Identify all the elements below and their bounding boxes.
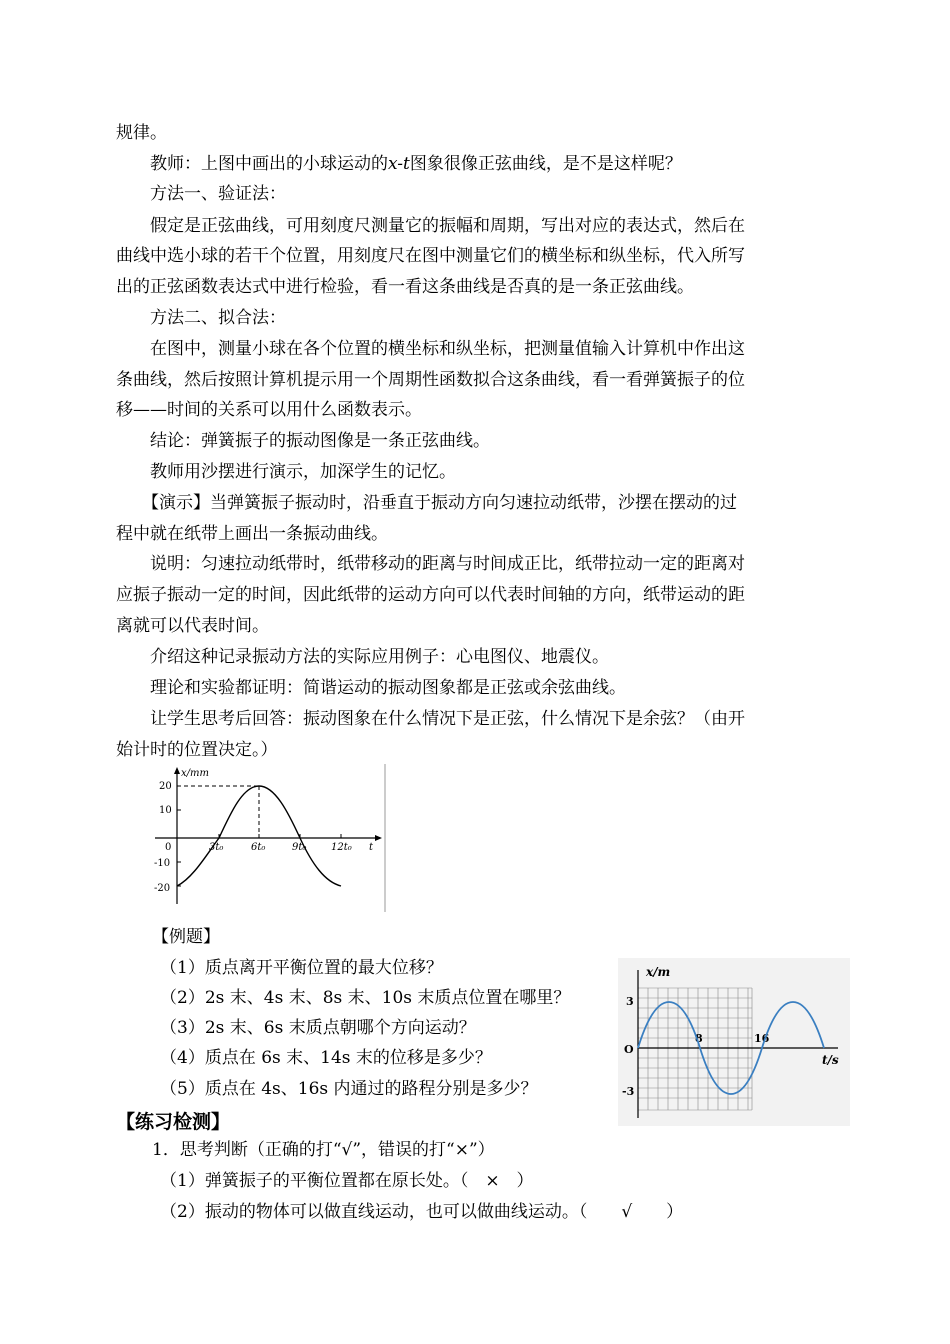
tick-16: 16	[754, 1032, 770, 1045]
text-line: 应振子振动一定的时间，因此纸带的运动方向可以代表时间轴的方向，纸带运动的距	[116, 585, 745, 605]
text-line: 条曲线，然后按照计算机提示用一个周期性函数拟合这条曲线，看一看弹簧振子的位	[116, 370, 745, 390]
text-line: 移——时间的关系可以用什么函数表示。	[116, 400, 422, 420]
figure-1-graph	[145, 764, 390, 914]
xt-italic: x-t	[388, 154, 410, 174]
t-axis-label: t	[369, 842, 374, 853]
conclusion: 结论：弹簧振子的振动图像是一条正弦曲线。	[150, 431, 490, 451]
text-span: 教师：上图中画出的小球运动的	[150, 154, 388, 174]
method-one-title: 方法一、验证法：	[150, 184, 286, 204]
text-line: 理论和实验都证明：简谐运动的振动图象都是正弦或余弦曲线。	[150, 678, 626, 698]
text-line: 程中就在纸带上画出一条振动曲线。	[116, 524, 388, 544]
tick-3: 3	[626, 995, 634, 1008]
text-line: 让学生思考后回答：振动图象在什么情况下是正弦，什么情况下是余弦？（由开	[150, 709, 745, 729]
tick-6t0: 6t₀	[251, 842, 266, 853]
tick-0: 0	[165, 842, 172, 853]
method-two-title: 方法二、拟合法：	[150, 308, 286, 328]
figure-2-graph	[618, 958, 850, 1126]
judgment-item: （2）振动的物体可以做直线运动，也可以做曲线运动。（ √ ）	[160, 1202, 684, 1222]
judgment-item: （1）弹簧振子的平衡位置都在原长处。（ × ）	[160, 1171, 534, 1191]
example-question: （2）2s 末、4s 末、8s 末、10s 末质点位置在哪里？	[160, 988, 571, 1008]
tick-10: 10	[159, 805, 172, 816]
tick-9t0: 9t₀	[292, 842, 307, 853]
text-line	[150, 153, 682, 175]
example-question: （1）质点离开平衡位置的最大位移？	[160, 958, 443, 978]
text-span: 图象很像正弦曲线，是不是这样呢？	[409, 154, 682, 174]
tick-3t0: 3t₀	[209, 842, 224, 853]
y-axis-arrow-icon	[174, 767, 180, 774]
text-line: 介绍这种记录振动方法的实际应用例子：心电图仪、地震仪。	[150, 647, 609, 667]
text-line: 教师用沙摆进行演示，加深学生的记忆。	[150, 462, 456, 482]
example-question: （4）质点在 6s 末、14s 末的位移是多少？	[160, 1048, 492, 1068]
tick-20: 20	[159, 781, 172, 792]
origin-label: O	[624, 1043, 634, 1056]
text-line: 曲线中选小球的若干个位置，用刻度尺在图中测量它们的横坐标和纵坐标，代入所写	[116, 246, 745, 266]
text-line: 始计时的位置决定。）	[116, 740, 278, 760]
example-question: （5）质点在 4s、16s 内通过的路程分别是多少？	[160, 1079, 538, 1099]
text-line: 离就可以代表时间。	[116, 616, 269, 636]
practice-item: 1．思考判断（正确的打“√”，错误的打“×”）	[152, 1140, 495, 1160]
y-axis-label: x/m	[646, 965, 671, 979]
example-question: （3）2s 末、6s 末质点朝哪个方向运动？	[160, 1018, 476, 1038]
tick-neg20: -20	[154, 883, 171, 894]
tick-8: 8	[695, 1032, 703, 1045]
tick-neg10: -10	[154, 858, 171, 869]
text-line: 规律。	[116, 123, 167, 143]
x-axis-arrow-icon	[375, 835, 382, 841]
text-line: 假定是正弦曲线，可用刻度尺测量它的振幅和周期，写出对应的表达式，然后在	[150, 216, 745, 236]
t-axis-label: t/s	[822, 1053, 839, 1067]
text-line: 出的正弦函数表达式中进行检验，看一看这条曲线是否真的是一条正弦曲线。	[116, 277, 694, 297]
tick-12t0: 12t₀	[331, 842, 352, 853]
text-line: 说明：匀速拉动纸带时，纸带移动的距离与时间成正比，纸带拉动一定的距离对	[150, 554, 745, 574]
example-title: 【例题】	[152, 927, 220, 947]
practice-heading: 【练习检测】	[116, 1111, 231, 1133]
y-axis-label: x/mm	[181, 768, 209, 779]
demo-line: 【演示】当弹簧振子振动时，沿垂直于振动方向匀速拉动纸带，沙摆在摆动的过	[142, 493, 737, 513]
text-line: 在图中，测量小球在各个位置的横坐标和纵坐标，把测量值输入计算机中作出这	[150, 339, 745, 359]
tick-neg3: -3	[622, 1085, 635, 1098]
